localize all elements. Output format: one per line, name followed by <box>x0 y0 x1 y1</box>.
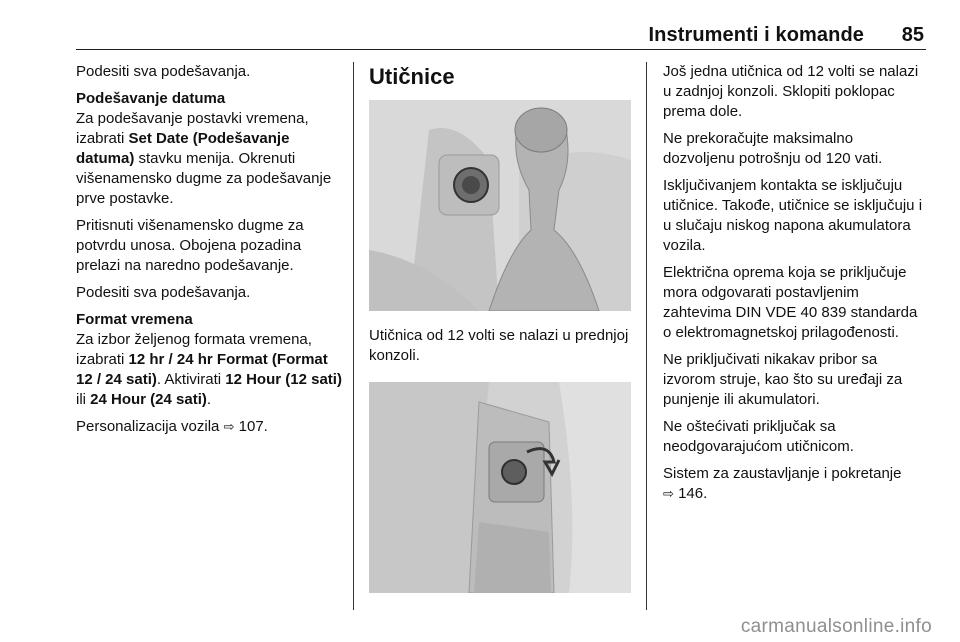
paragraph-confirm: Pritisnuti višenamensko dugme za potvrdu unosa. Obojena pozadina prelazi na naredno podešavanje. <box>76 217 304 274</box>
section-heading-format: Format vremena <box>76 311 193 328</box>
paragraph: Ne prekoračujte maksimalno dozvoljenu potrošnju od 120 vati. <box>663 130 883 167</box>
front-socket-illustration <box>369 100 631 311</box>
column-right <box>663 62 928 511</box>
rear-socket-illustration <box>369 382 631 593</box>
paragraph: Isključivanjem kontakta se isključuju utičnice. Takođe, utičnice se isključuju i u slučaju niskog napona akumulatora vozila. <box>663 177 923 254</box>
paragraph: Podesiti sva podešavanja. <box>76 63 251 80</box>
page-ref-arrow-icon: ⇨ <box>663 486 674 501</box>
menu-term: 24 Hour (24 sati) <box>90 391 207 408</box>
column-middle <box>369 62 633 593</box>
text: . Aktivirati <box>156 371 226 388</box>
column-left <box>76 62 344 444</box>
paragraph-format <box>76 330 344 410</box>
text: stavku menija. Okrenuti višenamensko dugme za podešavanje prve postavke. <box>76 150 332 207</box>
paragraph: Podesiti sva podešavanja. <box>76 284 251 301</box>
watermark: carmanualsonline.info <box>740 616 932 637</box>
text: Personalizacija vozila <box>76 418 224 435</box>
cross-reference[interactable] <box>663 464 928 504</box>
column-divider-left <box>353 62 354 610</box>
text: Za izbor željenog formata vremena, izabrati <box>76 331 312 368</box>
page-ref: 146. <box>673 485 708 502</box>
menu-term: 12 Hour (12 sati) <box>225 371 342 388</box>
section-title: Utičnice <box>369 64 455 89</box>
cross-reference[interactable] <box>76 417 344 437</box>
text: Sistem za zaustavljanje i pokretanje <box>663 465 902 482</box>
rear-socket-photo <box>369 382 631 593</box>
paragraph: Električna oprema koja se priključuje mora odgovarati postavljenim zahtevima DIN VDE 40 839 standarda o elektromagnetskoj prilagođenosti. <box>663 264 918 341</box>
paragraph: Ne oštećivati priključak sa neodgovarajućom utičnicom. <box>663 418 854 455</box>
page-ref: 107. <box>234 418 268 435</box>
text: Za podešavanje postavki vremena, izabrati <box>76 110 309 147</box>
paragraph: Još jedna utičnica od 12 volti se nalazi u zadnjoj konzoli. Sklopiti poklopac prema dole. <box>663 63 919 120</box>
paragraph: Ne priključivati nikakav pribor sa izvorom struje, kao što su uređaji za punjenje ili akumulatori. <box>663 351 903 408</box>
column-divider-right <box>646 62 647 610</box>
text: . <box>206 391 212 408</box>
section-heading-date: Podešavanje datuma <box>76 90 226 107</box>
header-rule <box>76 49 926 50</box>
page-header-title: Instrumenti i komande <box>648 24 864 46</box>
figure-caption: Utičnica od 12 volti se nalazi u prednjoj konzoli. <box>369 327 629 364</box>
menu-term: Set Date (Podešavanje datuma) <box>76 130 290 167</box>
front-socket-photo <box>369 100 631 311</box>
page-number: 85 <box>901 24 924 46</box>
menu-term: 12 hr / 24 hr Format (Format 12 / 24 sati) <box>76 351 328 388</box>
paragraph-date <box>76 109 344 209</box>
text: ili <box>76 391 91 408</box>
page-ref-arrow-icon: ⇨ <box>223 419 235 434</box>
